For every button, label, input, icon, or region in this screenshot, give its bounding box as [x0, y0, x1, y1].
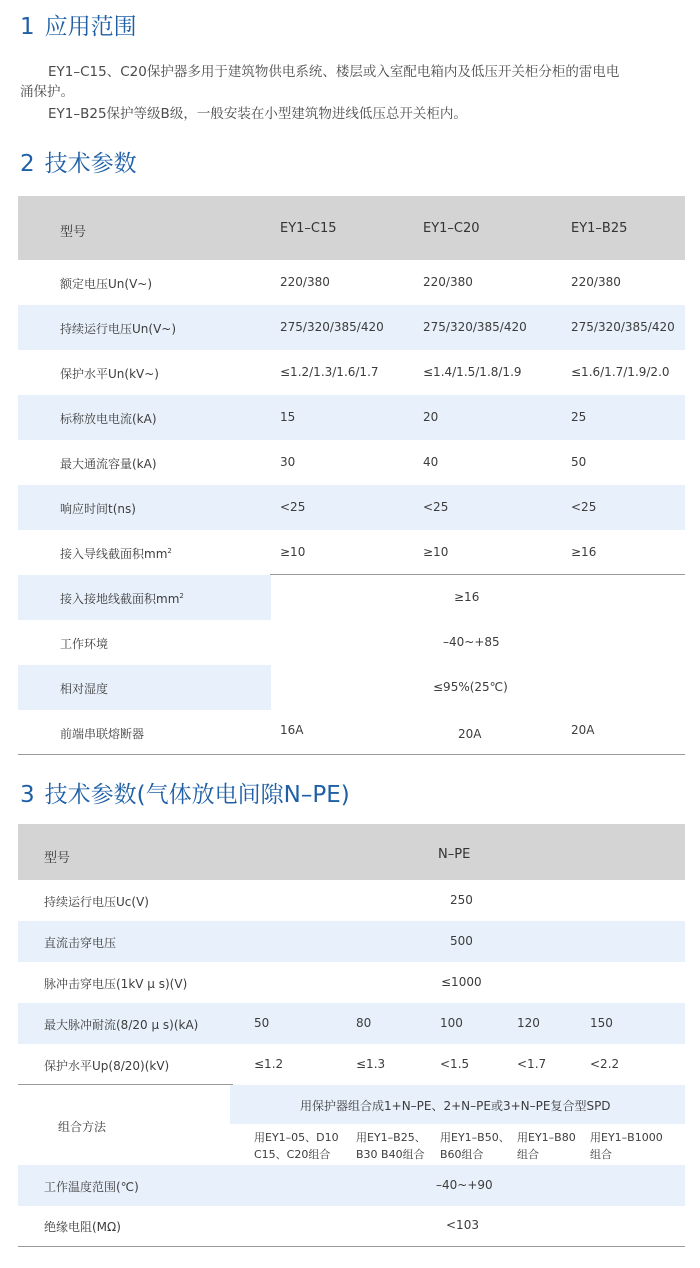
combo-banner-text: 用保护器组合成1+N–PE、2+N–PE或3+N–PE复合型SPD: [300, 1099, 611, 1113]
table-row: [18, 962, 685, 1003]
cell-5: <2.2: [590, 1057, 620, 1071]
row-label: 保护水平Up(8/20)(kV): [44, 1059, 170, 1073]
row-value: ≤1000: [441, 975, 482, 989]
section-2-heading: 技术参数: [44, 151, 137, 177]
cell-2: ≤1.3: [356, 1057, 386, 1071]
row-value: 500: [450, 934, 473, 948]
cell-1: 50: [254, 1016, 270, 1030]
row-label: 脉冲击穿电压(1kV μ s)(V): [44, 977, 188, 991]
combo-item: 用EY1–05、D10 C15、C20组合: [254, 1131, 339, 1161]
merged-value: ≥16: [454, 590, 480, 604]
row-label: 持续运行电压Uc(V): [44, 895, 149, 909]
header-c20: EY1–C20: [423, 221, 480, 236]
section-2-title: [20, 145, 137, 178]
cell-c15: 220/380: [280, 275, 330, 289]
cell-b25: 50: [571, 455, 587, 469]
cell-c20: 275/320/385/420: [423, 320, 527, 334]
spec-table-1-header: [18, 196, 685, 260]
cell-1: ≤1.2: [254, 1057, 284, 1071]
table-row: [18, 1044, 685, 1085]
row-label: 相对湿度: [60, 682, 109, 696]
cell-c20: ≤1.4/1.5/1.8/1.9: [423, 365, 522, 379]
header-model: 型号: [60, 225, 87, 240]
table-row: [18, 350, 685, 395]
table-row: [18, 665, 685, 710]
combo-item: 用EY1–B80 组合: [517, 1131, 576, 1161]
merged-value: ≤95%(25℃): [433, 680, 508, 694]
cell-4: 120: [517, 1016, 540, 1030]
paragraph-1-line-2: 涌保护。: [20, 84, 74, 100]
cell-b25: 25: [571, 410, 587, 424]
section-1-number: 1: [20, 14, 35, 40]
cell-b25: ≥16: [571, 545, 597, 559]
row-label: 最大通流容量(kA): [60, 457, 157, 471]
section-3-heading: 技术参数(气体放电间隙N–PE): [44, 782, 350, 808]
section-1-heading: 应用范围: [44, 14, 137, 40]
section-1-title: [20, 8, 137, 41]
row-label: 标称放电电流(kA): [60, 412, 157, 426]
table-row: [18, 1165, 685, 1206]
table-row: [18, 1206, 685, 1246]
table-row: [18, 530, 685, 575]
cell-c20: 220/380: [423, 275, 473, 289]
table-row: [18, 440, 685, 485]
paragraph-1-line-1: EY1–C15、C20保护器多用于建筑物供电系统、楼层或入室配电箱内及低压开关柜分柜的雷电电: [48, 64, 620, 80]
cell-c20: 20A: [458, 727, 482, 741]
cell-c15: 15: [280, 410, 296, 424]
table-row: [18, 921, 685, 962]
cell-c20: 20: [423, 410, 439, 424]
combo-item: 用EY1–B50、 B60组合: [440, 1131, 510, 1161]
row-label: 响应时间t(ns): [60, 502, 136, 516]
cell-c15: 16A: [280, 723, 304, 737]
table-bottom-border: [18, 754, 685, 755]
cell-2: 80: [356, 1016, 372, 1030]
row-value: 250: [450, 893, 473, 907]
row-label: 接入接地线截面积$mm^2$: [60, 592, 184, 606]
cell-b25: <25: [571, 500, 597, 514]
row-label: 工作环境: [60, 637, 109, 651]
row-label: 持续运行电压Un(V~): [60, 322, 177, 336]
table-row: [18, 1003, 685, 1044]
cell-b25: 220/380: [571, 275, 621, 289]
cell-c15: <25: [280, 500, 306, 514]
header-npe: N–PE: [438, 847, 471, 862]
header-c15: EY1–C15: [280, 221, 337, 236]
table-row: [18, 485, 685, 530]
combo-item: 用EY1–B1000 组合: [590, 1131, 663, 1161]
section-2-number: 2: [20, 151, 35, 177]
row-value: –40~+90: [436, 1178, 493, 1192]
label-cell-bg: [18, 665, 271, 710]
cell-b25: 275/320/385/420: [571, 320, 675, 334]
cell-c15: 275/320/385/420: [280, 320, 384, 334]
table-bottom-border: [18, 1246, 685, 1247]
row-label: 组合方法: [58, 1120, 107, 1134]
combo-row: [18, 1085, 685, 1165]
cell-3: 100: [440, 1016, 463, 1030]
header-model: 型号: [44, 851, 71, 866]
row-label: 最大脉冲耐流(8/20 μ s)(kA): [44, 1018, 199, 1032]
merged-value: –40~+85: [443, 635, 500, 649]
cell-3: <1.5: [440, 1057, 470, 1071]
cell-c20: 40: [423, 455, 439, 469]
cell-b25: 20A: [571, 723, 595, 737]
cell-c20: ≥10: [423, 545, 449, 559]
table-row: [18, 395, 685, 440]
table-row: [18, 620, 685, 665]
paragraph-2: EY1–B25保护等级B级，一般安装在小型建筑物进线低压总开关柜内。: [48, 106, 467, 122]
table-row: [18, 260, 685, 305]
cell-c15: ≥10: [280, 545, 306, 559]
row-label: 接入导线截面积$mm^2$: [60, 547, 172, 561]
row-label: 绝缘电阻(MΩ): [44, 1220, 121, 1234]
spec-table-2-header: [18, 824, 685, 880]
row-label: 额定电压Un(V~): [60, 277, 153, 291]
cell-c15: 30: [280, 455, 296, 469]
combo-item: 用EY1–B25、 B30 B40组合: [356, 1131, 426, 1161]
cell-b25: ≤1.6/1.7/1.9/2.0: [571, 365, 670, 379]
cell-5: 150: [590, 1016, 613, 1030]
row-label: 工作温度范围(℃): [44, 1180, 139, 1194]
cell-4: <1.7: [517, 1057, 547, 1071]
section-3-title: [20, 776, 350, 809]
row-label: 保护水平Un(kV~): [60, 367, 159, 381]
table-row: [18, 575, 685, 620]
section-3-number: 3: [20, 782, 35, 808]
combo-banner: [230, 1085, 685, 1124]
row-label: 直流击穿电压: [44, 936, 117, 950]
cell-c20: <25: [423, 500, 449, 514]
table-row: [18, 880, 685, 921]
cell-c15: ≤1.2/1.3/1.6/1.7: [280, 365, 379, 379]
table-row: [18, 305, 685, 350]
table-row: [18, 710, 685, 755]
row-value: <103: [446, 1218, 479, 1232]
row-label: 前端串联熔断器: [60, 727, 145, 741]
header-b25: EY1–B25: [571, 221, 628, 236]
